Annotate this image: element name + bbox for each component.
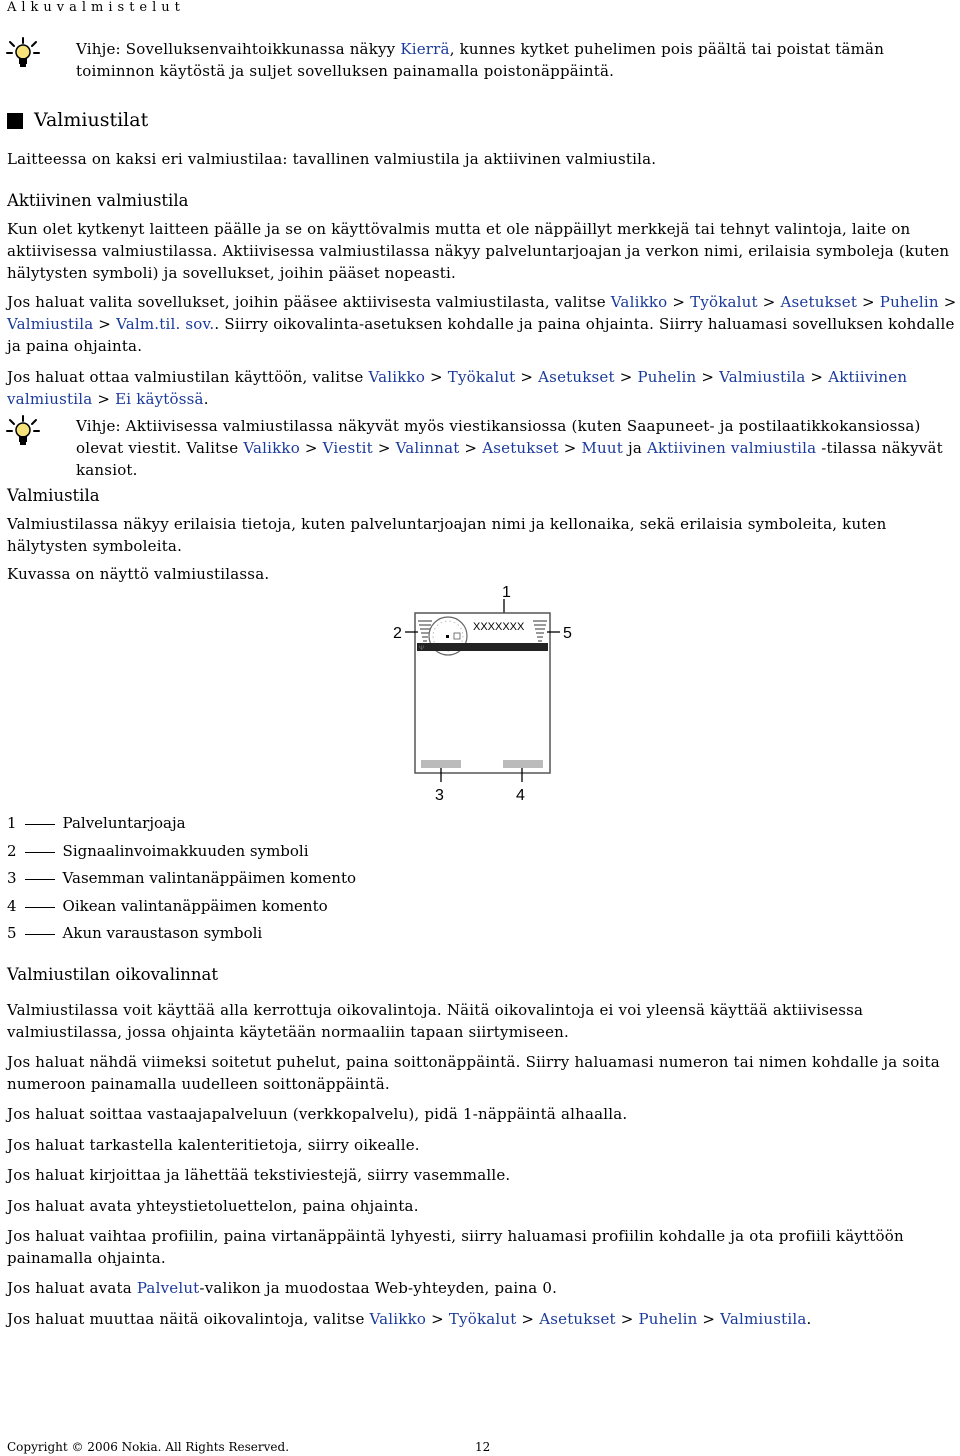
link-valikko[interactable]: Valikko xyxy=(368,368,426,386)
page-number: 12 xyxy=(475,1440,491,1454)
subsection-title-active-standby: Aktiivinen valmiustila xyxy=(7,191,189,210)
subsection-title-shortcuts: Valmiustilan oikovalinnat xyxy=(7,965,219,984)
running-header: Alkuvalmistelut xyxy=(7,0,185,15)
link-muut[interactable]: Muut xyxy=(581,439,624,457)
shortcuts-para: Jos haluat nähdä viimeksi soitetut puhelut, paina soittonäppäintä. Siirry haluamasi numeron tai nimen kohdalle ja soita numeroon painamalla uudelleen soittonäppäintä. xyxy=(7,1053,940,1093)
link-ei-kaytossa[interactable]: Ei käytössä xyxy=(115,390,204,408)
link-puhelin[interactable]: Puhelin xyxy=(638,1310,698,1328)
link-asetukset[interactable]: Asetukset xyxy=(539,1310,616,1328)
shortcuts-para: Valmiustilassa voit käyttää alla kerrottuja oikovalintoja. Näitä oikovalintoja ei voi yleensä käyttää aktiivisessa valmiustilassa, jossa ohjainta käytetään normaaliin tapaan siirtymiseen. xyxy=(7,1001,864,1041)
shortcuts-para: Jos haluat kirjoittaa ja lähettää tekstiviestejä, siirry vasemmalle. xyxy=(7,1166,511,1184)
active-standby-para-2: Jos haluat valita sovellukset, joihin pääsee aktiivisesta valmiustilasta, valitse Valikko > Työkalut > Asetukset > Puhelin > Valmiustila > Valm.til. sov.. Siirry oikovalinta-asetuksen kohdalle ja paina ohjainta. Siirry haluamasi sovelluksen kohdalle ja paina ohjainta. xyxy=(7,293,957,355)
link-puhelin[interactable]: Puhelin xyxy=(637,368,697,386)
legend-item: 1 Palveluntarjoaja xyxy=(7,814,186,832)
right-softkey-bar xyxy=(503,760,543,768)
link-valikko[interactable]: Valikko xyxy=(610,293,668,311)
legend-item: 2 Signaalinvoimakkuuden symboli xyxy=(7,842,309,860)
left-softkey-bar xyxy=(421,760,461,768)
link-asetukset[interactable]: Asetukset xyxy=(538,368,615,386)
link-valikko[interactable]: Valikko xyxy=(243,439,300,457)
link-kierra[interactable]: Kierrä xyxy=(400,40,450,58)
legend-item: 4 Oikean valintanäppäimen komento xyxy=(7,897,328,915)
section-title-valmiustilat: Valmiustilat xyxy=(34,109,149,131)
section-square-bullet xyxy=(7,113,23,129)
shortcuts-para: Jos haluat avata yhteystietoluettelon, paina ohjainta. xyxy=(7,1197,419,1215)
tip-2: Vihje: Aktiivisessa valmiustilassa näkyvät myös viestikansiossa (kuten Saapuneet- ja postilaatikkokansiossa) olevat viestit. Valitse Valikko > Viestit > Valinnat > Asetukset > Muut ja Aktiivinen valmiustila -tilassa näkyvät kansiot. xyxy=(76,417,943,479)
callout-4: 4 xyxy=(516,787,525,804)
legend-item: 3 Vasemman valintanäppäimen komento xyxy=(7,869,356,887)
link-asetukset[interactable]: Asetukset xyxy=(780,293,858,311)
footer-copyright: Copyright © 2006 Nokia. All Rights Reserved. xyxy=(7,1440,290,1454)
callout-1: 1 xyxy=(502,584,511,601)
svg-text:Ψ: Ψ xyxy=(419,646,425,652)
tip-label: Vihje: xyxy=(76,417,121,435)
link-aktiivinen-valmiustila[interactable]: Aktiivinen valmiustila xyxy=(7,368,908,408)
link-valmiustila[interactable]: Valmiustila xyxy=(719,368,806,386)
shortcuts-para: Jos haluat vaihtaa profiilin, paina virtanäppäintä lyhyesti, siirry haluamasi profiilin kohdalle ja ota profiili käyttöön painamalla ohjainta. xyxy=(7,1227,904,1267)
link-viestit[interactable]: Viestit xyxy=(322,439,373,457)
shortcuts-para: Jos haluat avata Palvelut-valikon ja muodostaa Web-yhteyden, paina 0. xyxy=(7,1279,558,1297)
link-palvelut[interactable]: Palvelut xyxy=(136,1279,200,1297)
callout-5: 5 xyxy=(563,625,572,642)
operator-name: XXXXXXX xyxy=(473,621,525,633)
link-puhelin[interactable]: Puhelin xyxy=(879,293,939,311)
standby-para-2: Kuvassa on näyttö valmiustilassa. xyxy=(7,565,270,583)
link-tyokalut[interactable]: Työkalut xyxy=(447,368,516,386)
active-standby-para-1: Kun olet kytkenyt laitteen päälle ja se on käyttövalmis mutta et ole näppäillyt merkkejä tai tehnyt valintoja, laite on aktiivisessa valmiustilassa. Aktiivisessa valmiustilassa näkyy palveluntarjoajan ja verkon nimi, erilaisia symboleja (kuten hälytysten symboli) ja sovellukset, joihin pääset nopeasti. xyxy=(7,220,950,282)
link-tyokalut[interactable]: Työkalut xyxy=(690,293,758,311)
link-asetukset[interactable]: Asetukset xyxy=(482,439,559,457)
shortcuts-para: Jos haluat soittaa vastaajapalveluun (verkkopalvelu), pidä 1-näppäintä alhaalla. xyxy=(7,1105,628,1123)
link-valinnat[interactable]: Valinnat xyxy=(395,439,460,457)
lightbulb-tip-icon xyxy=(6,414,40,448)
callout-2: 2 xyxy=(393,625,402,642)
standby-para-1: Valmiustilassa näkyy erilaisia tietoja, kuten palveluntarjoajan nimi ja kellonaika, sekä erilaisia symboleita, kuten hälytysten symboleita. xyxy=(7,515,887,555)
link-valmiustila[interactable]: Valmiustila xyxy=(7,315,94,333)
tip-1: Vihje: Sovelluksenvaihtoikkunassa näkyy Kierrä, kunnes kytket puhelimen pois päältä tai poistat tämän toiminnon käytöstä ja suljet sovelluksen painamalla poistonäppäintä. xyxy=(76,40,885,80)
link-valmiustila[interactable]: Valmiustila xyxy=(720,1310,807,1328)
link-tyokalut[interactable]: Työkalut xyxy=(448,1310,517,1328)
link-aktiivinen-valmiustila[interactable]: Aktiivinen valmiustila xyxy=(646,439,817,457)
standby-screen-figure xyxy=(385,580,585,805)
link-valm-til-sov[interactable]: Valm.til. sov. xyxy=(116,315,215,333)
shortcuts-para: Jos haluat muuttaa näitä oikovalintoja, valitse Valikko > Työkalut > Asetukset > Puhelin > Valmiustila. xyxy=(7,1310,812,1328)
callout-3: 3 xyxy=(435,787,444,804)
subsection-title-standby: Valmiustila xyxy=(7,486,100,505)
link-valikko[interactable]: Valikko xyxy=(369,1310,427,1328)
standby-intro: Laitteessa on kaksi eri valmiustilaa: tavallinen valmiustila ja aktiivinen valmiustila. xyxy=(7,150,657,168)
active-standby-para-3: Jos haluat ottaa valmiustilan käyttöön, valitse Valikko > Työkalut > Asetukset > Puhelin > Valmiustila > Aktiivinen valmiustila > Ei käytössä. xyxy=(7,368,908,408)
lightbulb-tip-icon xyxy=(6,36,40,70)
tip-label: Vihje: xyxy=(76,40,121,58)
legend-item: 5 Akun varaustason symboli xyxy=(7,924,263,942)
shortcuts-para: Jos haluat tarkastella kalenteritietoja, siirry oikealle. xyxy=(7,1136,420,1154)
